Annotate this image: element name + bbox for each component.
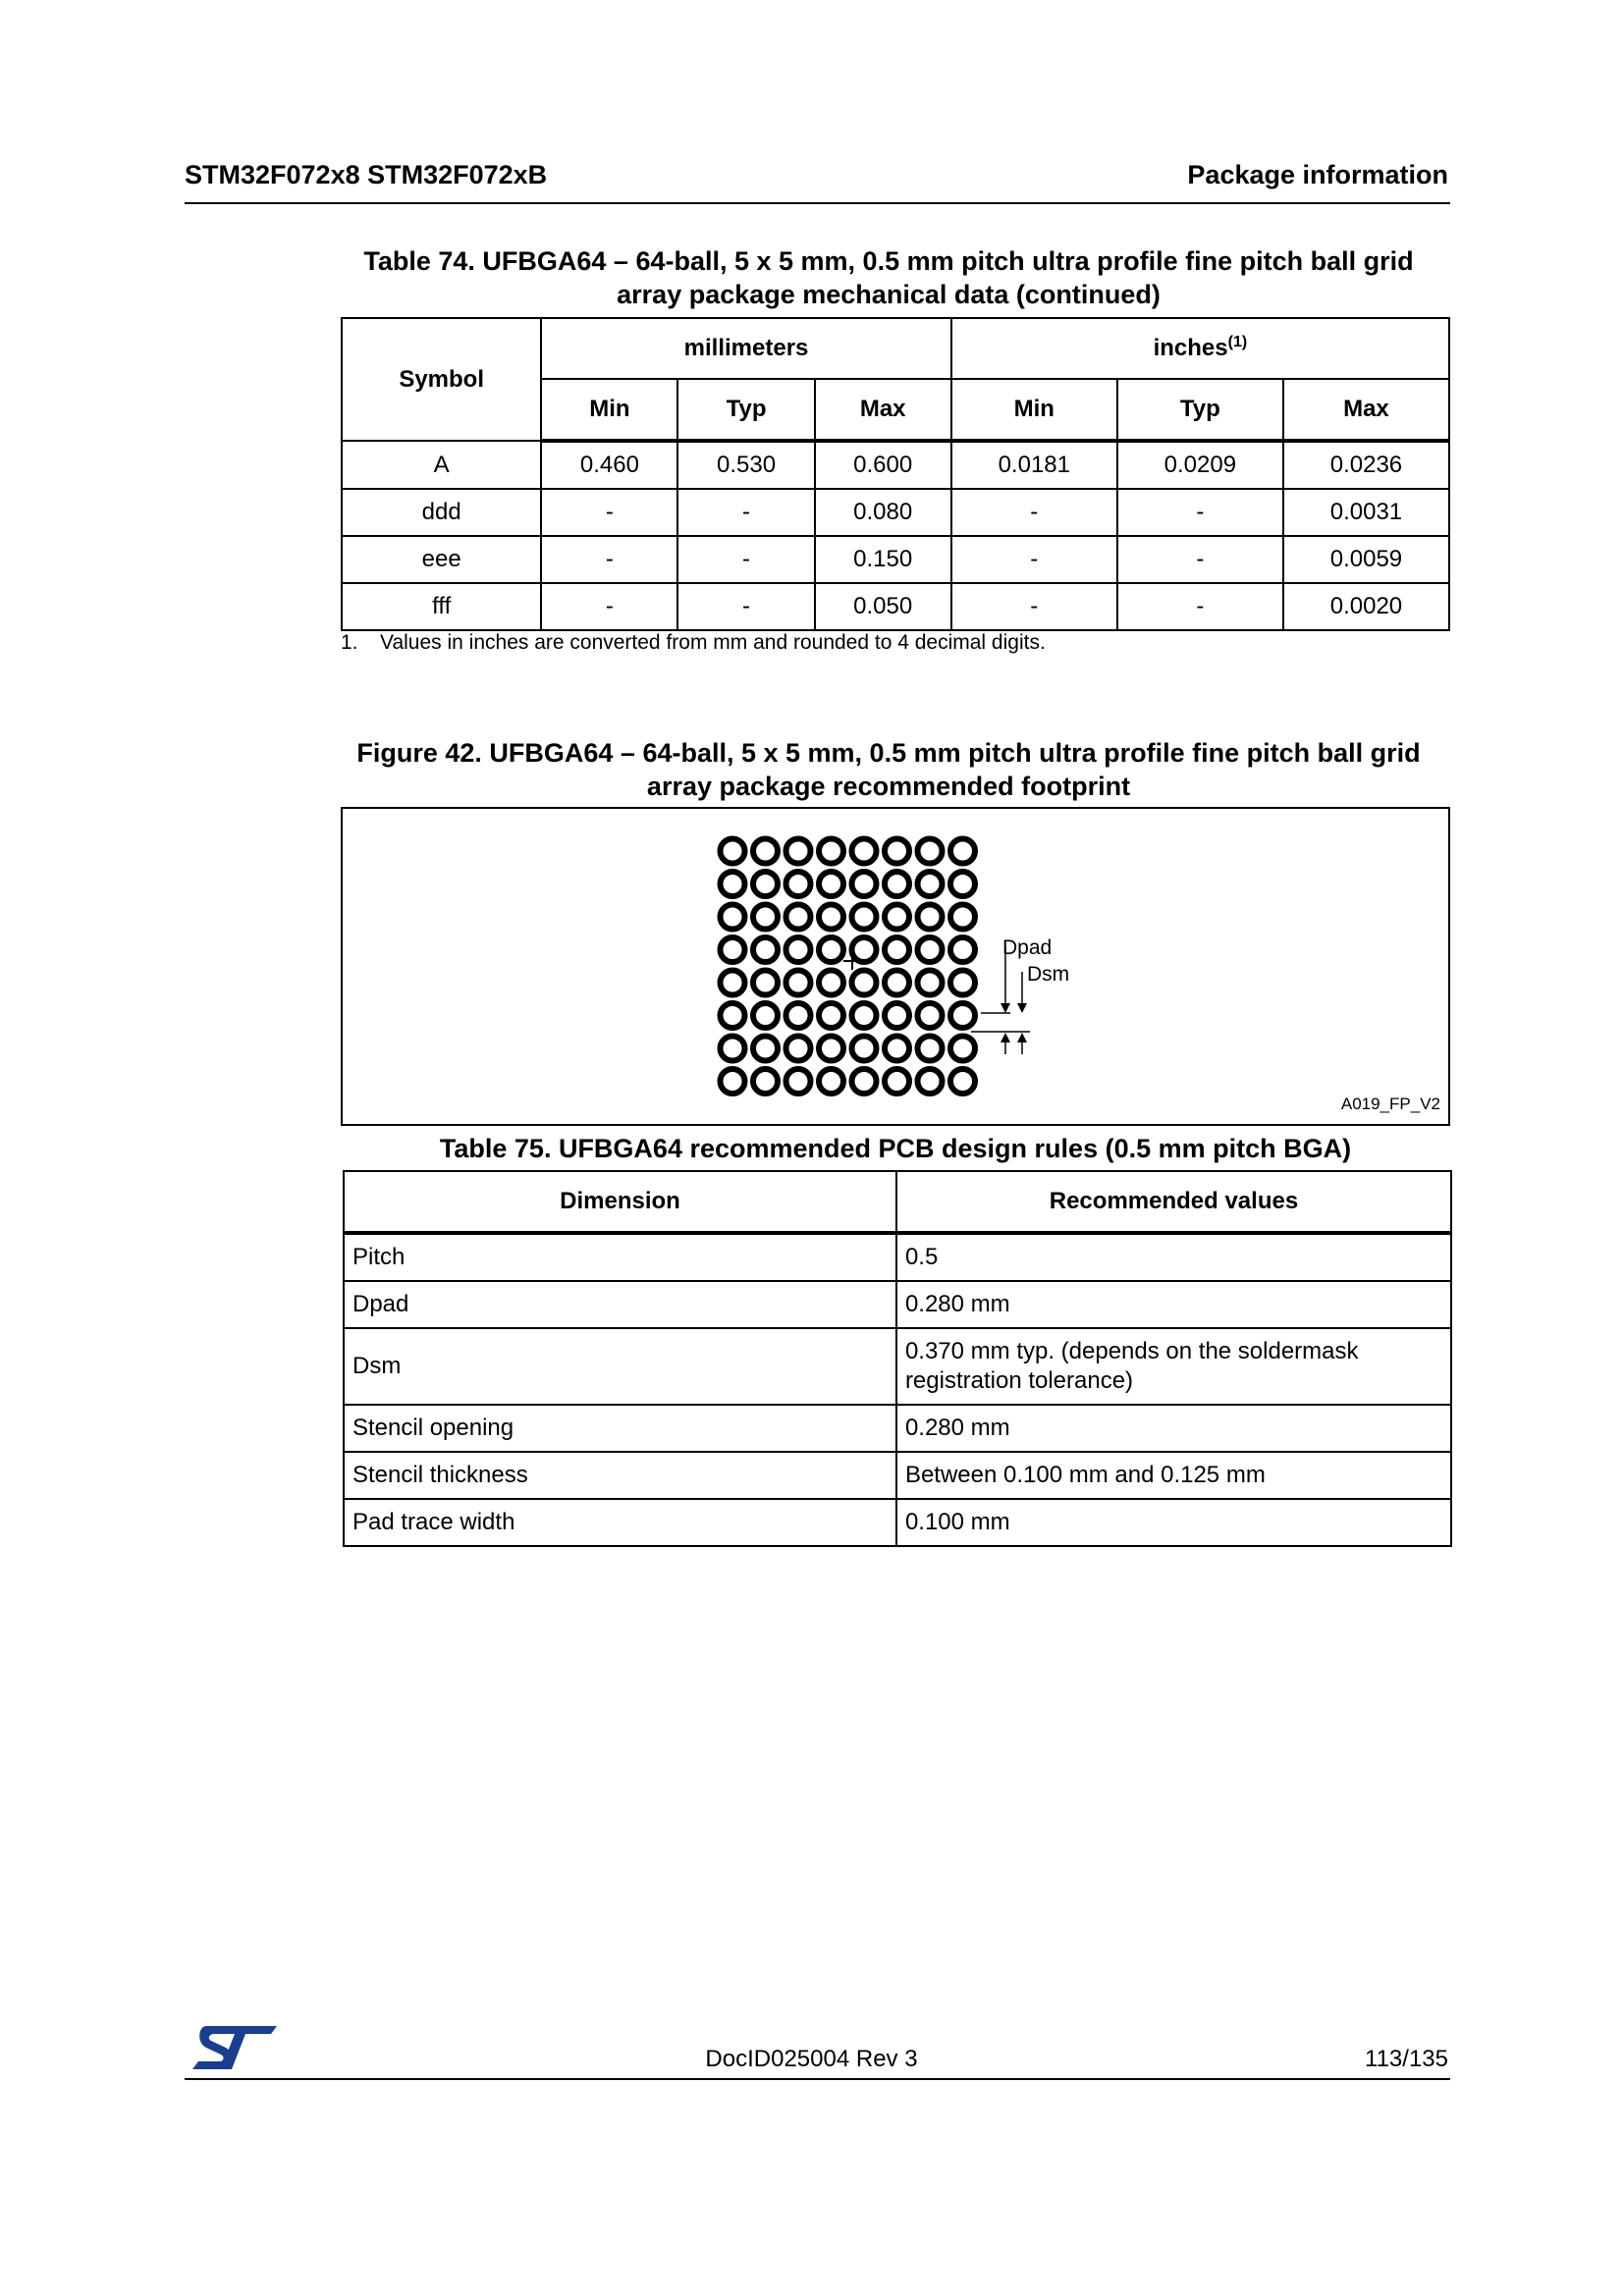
table-cell: - — [541, 583, 677, 630]
table-cell: 0.0031 — [1283, 489, 1449, 536]
col-in-typ: Typ — [1117, 379, 1283, 441]
table74-caption-line1: Table 74. UFBGA64 – 64-ball, 5 x 5 mm, 0.5 mm pitch ultra profile fine pitch ball grid — [363, 246, 1414, 276]
ball-pad — [786, 839, 811, 864]
ball-pad — [721, 971, 745, 995]
table-cell: - — [677, 536, 814, 583]
ball-pad — [786, 971, 811, 995]
ball-pad — [918, 1069, 943, 1094]
ball-pad — [918, 1037, 943, 1061]
ball-pad — [852, 1037, 877, 1061]
table-cell: 0.530 — [677, 441, 814, 489]
ball-pad — [753, 971, 778, 995]
footnote-text: Values in inches are converted from mm and rounded to 4 decimal digits. — [380, 631, 1046, 654]
ball-pad — [753, 872, 778, 896]
table-row — [344, 1405, 1451, 1452]
table-row — [344, 1328, 1451, 1405]
footer-doc-id: DocID025004 Rev 3 — [705, 2046, 918, 2072]
table-cell: ddd — [342, 489, 541, 536]
ball-pad — [950, 937, 975, 962]
table-row — [344, 1233, 1451, 1281]
ball-pad — [753, 937, 778, 962]
col-symbol: Symbol — [342, 318, 541, 441]
ball-pad — [950, 905, 975, 930]
ball-pad — [950, 1069, 975, 1094]
table74-caption — [324, 244, 1453, 311]
ball-pad — [885, 937, 909, 962]
ball-pad — [950, 1003, 975, 1028]
table-row — [342, 441, 1449, 489]
ball-pad — [918, 937, 943, 962]
ball-pad — [852, 872, 877, 896]
ball-pad — [819, 1037, 843, 1061]
table-cell: - — [951, 583, 1117, 630]
table74-caption-line2: array package mechanical data (continued) — [617, 280, 1161, 309]
table-cell: 0.460 — [541, 441, 677, 489]
col-mm-min: Min — [541, 379, 677, 441]
table-cell: 0.600 — [815, 441, 951, 489]
ball-pad — [721, 839, 745, 864]
ball-pad — [852, 905, 877, 930]
table75-caption: Table 75. UFBGA64 recommended PCB design rules (0.5 mm pitch BGA) — [439, 1134, 1352, 1163]
ball-pad — [918, 839, 943, 864]
table-cell: - — [677, 489, 814, 536]
ball-pad — [950, 1037, 975, 1061]
ball-pad — [819, 971, 843, 995]
table-cell: - — [951, 536, 1117, 583]
footer-rule — [185, 2078, 1450, 2080]
ball-pad — [753, 1037, 778, 1061]
table-cell: - — [1117, 583, 1283, 630]
header-document-title: STM32F072x8 STM32F072xB — [185, 160, 548, 189]
ball-pad — [819, 1003, 843, 1028]
ball-pad — [721, 872, 745, 896]
table-cell: - — [1117, 489, 1283, 536]
figure42-caption-line2: array package recommended footprint — [646, 772, 1131, 801]
table-cell: Stencil opening — [344, 1405, 896, 1452]
table-cell: 0.150 — [815, 536, 951, 583]
dpad-arrow-down — [1001, 1003, 1010, 1013]
ball-pad — [852, 971, 877, 995]
table-cell: - — [1117, 536, 1283, 583]
table-row — [342, 536, 1449, 583]
ball-pad — [753, 1069, 778, 1094]
table-cell: Stencil thickness — [344, 1452, 896, 1499]
ball-pad — [786, 905, 811, 930]
ball-pad — [786, 1069, 811, 1094]
table-cell: Pad trace width — [344, 1499, 896, 1546]
ball-pad — [885, 1069, 909, 1094]
ball-pad — [950, 839, 975, 864]
ball-pad — [950, 872, 975, 896]
col-dimension: Dimension — [344, 1171, 896, 1233]
label-dpad: Dpad — [1002, 936, 1053, 959]
ball-pad — [885, 971, 909, 995]
table-cell: 0.280 mm — [896, 1281, 1451, 1328]
ball-pad — [885, 872, 909, 896]
table-cell: 0.0059 — [1283, 536, 1449, 583]
figure42-caption-line1: Figure 42. UFBGA64 – 64-ball, 5 x 5 mm, 0.5 mm pitch ultra profile fine pitch ball grid — [356, 738, 1421, 768]
footprint-figure — [341, 807, 1450, 1126]
group-inches-label: inches — [1153, 335, 1228, 361]
ball-pad — [885, 905, 909, 930]
table-cell: Between 0.100 mm and 0.125 mm — [896, 1452, 1451, 1499]
table-cell: 0.080 — [815, 489, 951, 536]
table-cell: A — [342, 441, 541, 489]
table-cell: eee — [342, 536, 541, 583]
ball-pad — [918, 1003, 943, 1028]
table-cell: 0.280 mm — [896, 1405, 1451, 1452]
ball-pad — [918, 971, 943, 995]
table-cell: 0.0209 — [1117, 441, 1283, 489]
col-in-min: Min — [951, 379, 1117, 441]
table-row — [342, 489, 1449, 536]
pcb-design-rules-table — [343, 1170, 1452, 1547]
ball-pad — [786, 1037, 811, 1061]
col-recommended-values: Recommended values — [896, 1171, 1451, 1233]
ball-pad — [819, 872, 843, 896]
ball-pad — [950, 971, 975, 995]
ball-pad — [819, 905, 843, 930]
table-row — [344, 1281, 1451, 1328]
ball-pad — [885, 1037, 909, 1061]
label-dsm: Dsm — [1027, 963, 1070, 986]
table-cell: 0.370 mm typ. (depends on the soldermask registration tolerance) — [896, 1328, 1451, 1405]
table-cell: - — [677, 583, 814, 630]
header-rule — [185, 202, 1450, 204]
table-cell: Pitch — [344, 1233, 896, 1281]
table-cell: 0.0236 — [1283, 441, 1449, 489]
ball-pad — [852, 1069, 877, 1094]
group-millimeters: millimeters — [541, 318, 950, 379]
table-cell: - — [541, 536, 677, 583]
figure42-caption — [324, 736, 1453, 803]
header-section-title: Package information — [1187, 160, 1448, 189]
col-mm-max: Max — [815, 379, 951, 441]
table-cell: - — [951, 489, 1117, 536]
table-cell: 0.5 — [896, 1233, 1451, 1281]
ball-pad — [721, 905, 745, 930]
table-row — [344, 1452, 1451, 1499]
ball-pad — [852, 839, 877, 864]
ball-pad — [885, 839, 909, 864]
table-cell: fff — [342, 583, 541, 630]
ball-pad — [721, 1069, 745, 1094]
col-mm-typ: Typ — [677, 379, 814, 441]
footer-page-number: 113/135 — [1365, 2046, 1448, 2072]
table-cell: 0.100 mm — [896, 1499, 1451, 1546]
col-in-max: Max — [1283, 379, 1449, 441]
ball-pad — [852, 1003, 877, 1028]
dsm-arrow-up — [1017, 1033, 1027, 1042]
table-row — [344, 1499, 1451, 1546]
ball-pad — [721, 1003, 745, 1028]
ball-pad — [721, 1037, 745, 1061]
ball-pad — [885, 1003, 909, 1028]
table74-footnote — [341, 631, 1046, 655]
table-cell: - — [541, 489, 677, 536]
table-cell: Dsm — [344, 1328, 896, 1405]
ball-pad — [721, 937, 745, 962]
ball-grid-drawing — [343, 809, 1448, 1124]
ball-pad — [786, 872, 811, 896]
ball-pad — [753, 1003, 778, 1028]
ball-pad — [918, 905, 943, 930]
table-cell: 0.0020 — [1283, 583, 1449, 630]
table-row — [342, 583, 1449, 630]
ball-pad — [819, 1069, 843, 1094]
ball-pad — [786, 1003, 811, 1028]
table-cell: 0.050 — [815, 583, 951, 630]
table-cell: Dpad — [344, 1281, 896, 1328]
ball-pad — [852, 937, 877, 962]
ball-pad — [753, 839, 778, 864]
figure-id: A019_FP_V2 — [1340, 1095, 1440, 1113]
dpad-arrow-up — [1001, 1033, 1010, 1042]
ball-pad — [819, 937, 843, 962]
footnote-ref: (1) — [1227, 334, 1248, 350]
group-inches — [951, 318, 1449, 379]
ball-pad — [753, 905, 778, 930]
mechanical-data-table — [341, 317, 1450, 631]
table-cell: 0.0181 — [951, 441, 1117, 489]
footnote-number: 1. — [341, 631, 358, 654]
ball-pad — [786, 937, 811, 962]
ball-pad — [819, 839, 843, 864]
dsm-arrow-down — [1017, 1003, 1027, 1013]
ball-pad — [918, 872, 943, 896]
